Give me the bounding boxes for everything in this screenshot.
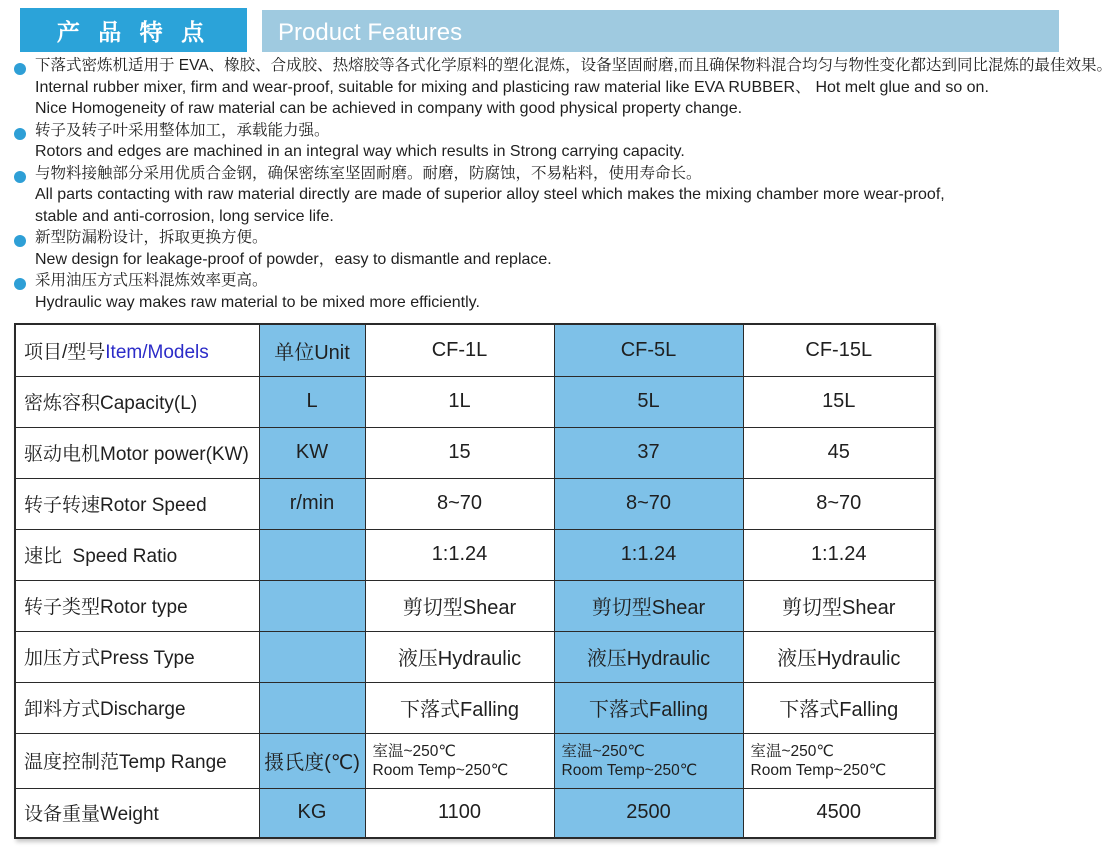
bullet-dot-icon <box>14 128 26 140</box>
temp-line-en: Room Temp~250℃ <box>372 761 509 779</box>
feature-text-en: Nice Homogeneity of raw material can be achieved in company with good physical property change. <box>35 100 743 117</box>
cell-value: 液压Hydraulic <box>743 631 935 682</box>
cell-value: 剪切型Shear <box>365 580 554 631</box>
row-unit <box>259 631 365 682</box>
table-row <box>15 376 935 427</box>
cell-value: 5L <box>554 376 743 427</box>
cell-value <box>554 733 743 788</box>
list-item <box>35 163 1119 228</box>
row-unit: KG <box>259 788 365 838</box>
temp-line-cn: 室温~250℃ <box>372 742 456 760</box>
row-label: 温度控制范Temp Range <box>15 733 259 788</box>
list-item <box>35 55 1119 120</box>
page-title-chinese-label: 产 品 特 点 <box>56 18 211 45</box>
cell-value: 液压Hydraulic <box>365 631 554 682</box>
cell-value: 15 <box>365 427 554 478</box>
cell-value: 8~70 <box>365 478 554 529</box>
page-title-english <box>262 10 1059 52</box>
table-row <box>15 631 935 682</box>
row-unit: 摄氏度(℃) <box>259 733 365 788</box>
feature-text-en: stable and anti-corrosion, long service life. <box>35 207 334 225</box>
row-label: 卸料方式Discharge <box>15 682 259 733</box>
row-label: 驱动电机Motor power(KW) <box>15 427 259 478</box>
feature-text-en: All parts contacting with raw material directly are made of superior alloy steel which makes the mixing chamber more wear-proof, <box>35 186 945 203</box>
cell-value: 1:1.24 <box>743 529 935 580</box>
list-item <box>35 227 1119 270</box>
table-row <box>15 788 935 838</box>
row-label: 设备重量Weight <box>15 788 259 838</box>
cell-value: 37 <box>554 427 743 478</box>
spec-table <box>14 323 936 839</box>
feature-text-cn: 下落式密炼机适用于 EVA、橡胶、合成胶、热熔胶等各式化学原料的塑化混炼，设备坚固耐磨,而且确保物料混合均匀与物性变化都达到同比混炼的最佳效果。 <box>35 57 1112 74</box>
cell-value: 下落式Falling <box>554 682 743 733</box>
row-unit <box>259 529 365 580</box>
table-row <box>15 427 935 478</box>
temp-line-cn: 室温~250℃ <box>561 742 645 760</box>
row-unit <box>259 580 365 631</box>
cell-value: 45 <box>743 427 935 478</box>
row-unit: r/min <box>259 478 365 529</box>
cell-value: 液压Hydraulic <box>554 631 743 682</box>
table-row <box>15 529 935 580</box>
header-model-cf15l: CF-15L <box>743 324 935 376</box>
feature-text-cn: 与物料接触部分采用优质合金钢，确保密练室坚固耐磨。耐磨，防腐蚀，不易粘料，使用寿命长。 <box>35 164 702 182</box>
bullet-dot-icon <box>14 235 26 247</box>
header-model-cf1l: CF-1L <box>365 324 554 376</box>
cell-value: 1:1.24 <box>554 529 743 580</box>
table-row-temp-range <box>15 733 935 788</box>
cell-value: 下落式Falling <box>365 682 554 733</box>
temp-line-cn: 室温~250℃ <box>750 742 834 760</box>
header-item-cn: 项目/型号 <box>24 341 106 363</box>
cell-value: 8~70 <box>554 478 743 529</box>
cell-value <box>743 733 935 788</box>
cell-value: 2500 <box>554 788 743 838</box>
cell-value: 1:1.24 <box>365 529 554 580</box>
cell-value: 下落式Falling <box>743 682 935 733</box>
temp-line-en: Room Temp~250℃ <box>750 761 887 779</box>
table-header-row <box>15 324 935 376</box>
header-item-models <box>15 324 259 376</box>
cell-value: 剪切型Shear <box>554 580 743 631</box>
feature-text-en: Rotors and edges are machined in an integral way which results in Strong carrying capacity. <box>35 143 685 160</box>
feature-text-en: Hydraulic way makes raw material to be mixed more efficiently. <box>35 293 480 311</box>
cell-value <box>365 733 554 788</box>
list-item <box>35 270 1119 313</box>
row-label: 密炼容积Capacity(L) <box>15 376 259 427</box>
feature-text-en: Internal rubber mixer, firm and wear-proof, suitable for mixing and plasticing raw material like EVA RUBBER、 Hot melt glue and so on. <box>35 78 989 96</box>
bullet-dot-icon <box>14 278 26 290</box>
feature-text-cn: 新型防漏粉设计，拆取更换方便。 <box>35 229 268 246</box>
header-item-en: Item/Models <box>105 341 209 363</box>
page-title-chinese <box>20 8 247 52</box>
row-unit: KW <box>259 427 365 478</box>
page-title-english-label: Product Features <box>278 19 463 46</box>
cell-value: 4500 <box>743 788 935 838</box>
row-unit <box>259 682 365 733</box>
cell-value: 1100 <box>365 788 554 838</box>
row-label: 加压方式Press Type <box>15 631 259 682</box>
header-unit: 单位Unit <box>259 324 365 376</box>
row-label: 转子类型Rotor type <box>15 580 259 631</box>
row-unit: L <box>259 376 365 427</box>
feature-text-en: New design for leakage-proof of powder，easy to dismantle and replace. <box>35 250 552 268</box>
row-label: 速比 Speed Ratio <box>15 529 259 580</box>
cell-value: 8~70 <box>743 478 935 529</box>
bullet-dot-icon <box>14 171 26 183</box>
cell-value: 1L <box>365 376 554 427</box>
header-model-cf5l: CF-5L <box>554 324 743 376</box>
table-row <box>15 580 935 631</box>
cell-value: 15L <box>743 376 935 427</box>
cell-value: 剪切型Shear <box>743 580 935 631</box>
table-row <box>15 682 935 733</box>
row-label: 转子转速Rotor Speed <box>15 478 259 529</box>
table-row <box>15 478 935 529</box>
feature-text-cn: 转子及转子叶采用整体加工，承载能力强。 <box>35 121 330 139</box>
bullet-dot-icon <box>14 63 26 75</box>
list-item <box>35 120 1119 163</box>
temp-line-en: Room Temp~250℃ <box>561 761 698 779</box>
feature-list <box>0 55 1119 313</box>
feature-text-cn: 采用油压方式压料混炼效率更高。 <box>35 272 268 289</box>
